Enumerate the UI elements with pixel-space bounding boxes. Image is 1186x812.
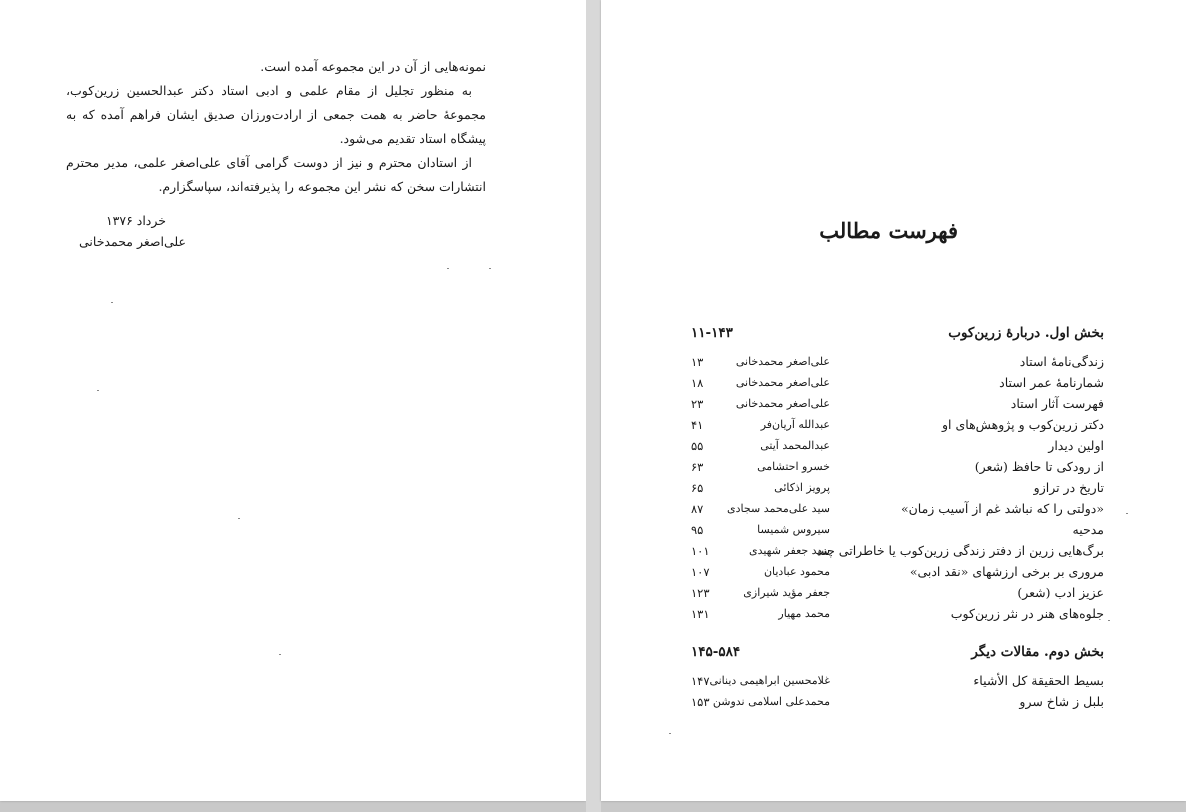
entry-title: «دولتی را که نباشد غم از آسیب زمان» [900, 501, 1104, 516]
preface-text [66, 55, 486, 199]
entry-page: ۹۵ [691, 523, 704, 537]
section-title: بخش اول. دربارهٔ زرین‌کوب [948, 325, 1104, 341]
entry-title: زندگی‌نامهٔ استاد [1019, 354, 1104, 369]
entry-title: برگ‌هایی زرین از دفتر زندگی زرین‌کوب یا خاطراتی چند [816, 543, 1104, 558]
toc-entry[interactable] [601, 375, 1186, 395]
toc-entry[interactable] [601, 417, 1186, 437]
entry-page: ۲۳ [691, 397, 704, 411]
section-heading [601, 644, 1186, 666]
entry-page: ۱۲۳ [691, 586, 710, 600]
toc-entry[interactable] [601, 396, 1186, 416]
entry-author: خسرو احتشامی [757, 460, 830, 473]
entry-page: ۱۳ [691, 355, 704, 369]
entry-page: ۸۷ [691, 502, 704, 516]
section-page-range: ۱۴۵-۵۸۴ [691, 644, 741, 660]
toc-entry[interactable] [601, 606, 1186, 626]
entry-title: بسیط الحقیقة کل الأشیاء [973, 673, 1104, 688]
entry-page: ۱۰۷ [691, 565, 710, 579]
entry-page: ۶۳ [691, 460, 704, 474]
entry-page: ۱۰۱ [691, 544, 710, 558]
entry-author: سیروس شمیسا [757, 523, 830, 536]
section-title: بخش دوم. مقالات دیگر [971, 644, 1104, 660]
entry-author: جعفر مؤید شیرازی [743, 586, 830, 599]
preface-date: خرداد ۱۳۷۶ [105, 213, 166, 228]
entry-title: شمارنامهٔ عمر استاد [999, 375, 1104, 390]
entry-author: علی‌اصغر محمدخانی [735, 376, 830, 389]
entry-title: جلوه‌های هنر در نثر زرین‌کوب [950, 606, 1104, 621]
entry-title: مدحیه [1072, 522, 1104, 537]
entry-title: بلبل ز شاخ سرو [1019, 694, 1104, 709]
entry-author: عبدالله آریان‌فر [760, 418, 830, 431]
toc-entry[interactable] [601, 459, 1186, 479]
section-page-range: ۱۱-۱۴۳ [691, 325, 733, 341]
toc-entry[interactable] [601, 673, 1186, 693]
entry-page: ۴۱ [691, 418, 704, 432]
entry-author: محمدعلی اسلامی ندوشن [712, 695, 830, 708]
entry-page: ۱۸ [691, 376, 704, 390]
right-page [601, 0, 1186, 801]
entry-author: عبدالمحمد آیتی [760, 439, 830, 452]
entry-page: ۶۵ [691, 481, 704, 495]
toc-entry[interactable] [601, 480, 1186, 500]
toc-entry[interactable] [601, 522, 1186, 542]
toc-entry[interactable] [601, 585, 1186, 605]
book-spine [586, 0, 601, 812]
preface-signature: علی‌اصغر محمدخانی [79, 234, 186, 249]
entry-title: از رودکی تا حافظ (شعر) [974, 459, 1104, 474]
entry-author: غلامحسین ابراهیمی دینانی [709, 674, 830, 687]
preface-paragraph: از استادان محترم و نیز از دوست گرامی آقای علی‌اصغر علمی، مدیر محترم انتشارات سخن که نشر این مجموعه را پذیرفته‌اند، سپاسگزارم. [66, 155, 486, 194]
entry-author: سید جعفر شهیدی [748, 544, 830, 557]
entry-author: علی‌اصغر محمدخانی [735, 355, 830, 368]
entry-author: محمد مهیار [778, 607, 830, 620]
toc-entry[interactable] [601, 438, 1186, 458]
entry-title: تاریخ در ترازو [1033, 480, 1104, 495]
section-heading [601, 325, 1186, 347]
entry-title: دکتر زرین‌کوب و پژوهش‌های او [942, 417, 1104, 432]
preface-paragraph: به منظور تجلیل از مقام علمی و ادبی استاد دکتر عبدالحسین زرین‌کوب، مجموعهٔ حاضر به همت جمعی از ارادت‌ورزان صدیق ایشان فراهم آمده که به پیشگاه استاد تقدیم می‌شود. [66, 83, 486, 146]
left-page [0, 0, 586, 801]
entry-author: سید علی‌محمد سجادی [727, 502, 830, 515]
entry-page: ۱۵۳ [691, 695, 710, 709]
entry-page: ۱۴۷ [691, 674, 710, 688]
entry-title: فهرست آثار استاد [1010, 396, 1104, 411]
preface-paragraph: نمونه‌هایی از آن در این مجموعه آمده است. [260, 59, 486, 74]
entry-title: مروری بر برخی ارزشهای «نقد ادبی» [909, 564, 1104, 579]
entry-page: ۱۳۱ [691, 607, 710, 621]
toc-entry[interactable] [601, 501, 1186, 521]
toc-title: فهرست مطالب [819, 218, 958, 243]
entry-page: ۵۵ [691, 439, 704, 453]
entry-author: محمود عبادیان [763, 565, 830, 578]
entry-title: عزیز ادب (شعر) [1017, 585, 1104, 600]
toc-entry[interactable] [601, 564, 1186, 584]
toc-entry[interactable] [601, 543, 1186, 563]
toc-entry[interactable] [601, 694, 1186, 714]
entry-author: پرویز اذکائی [774, 481, 830, 494]
toc-entry[interactable] [601, 354, 1186, 374]
entry-title: اولین دیدار [1048, 438, 1104, 453]
entry-author: علی‌اصغر محمدخانی [735, 397, 830, 410]
